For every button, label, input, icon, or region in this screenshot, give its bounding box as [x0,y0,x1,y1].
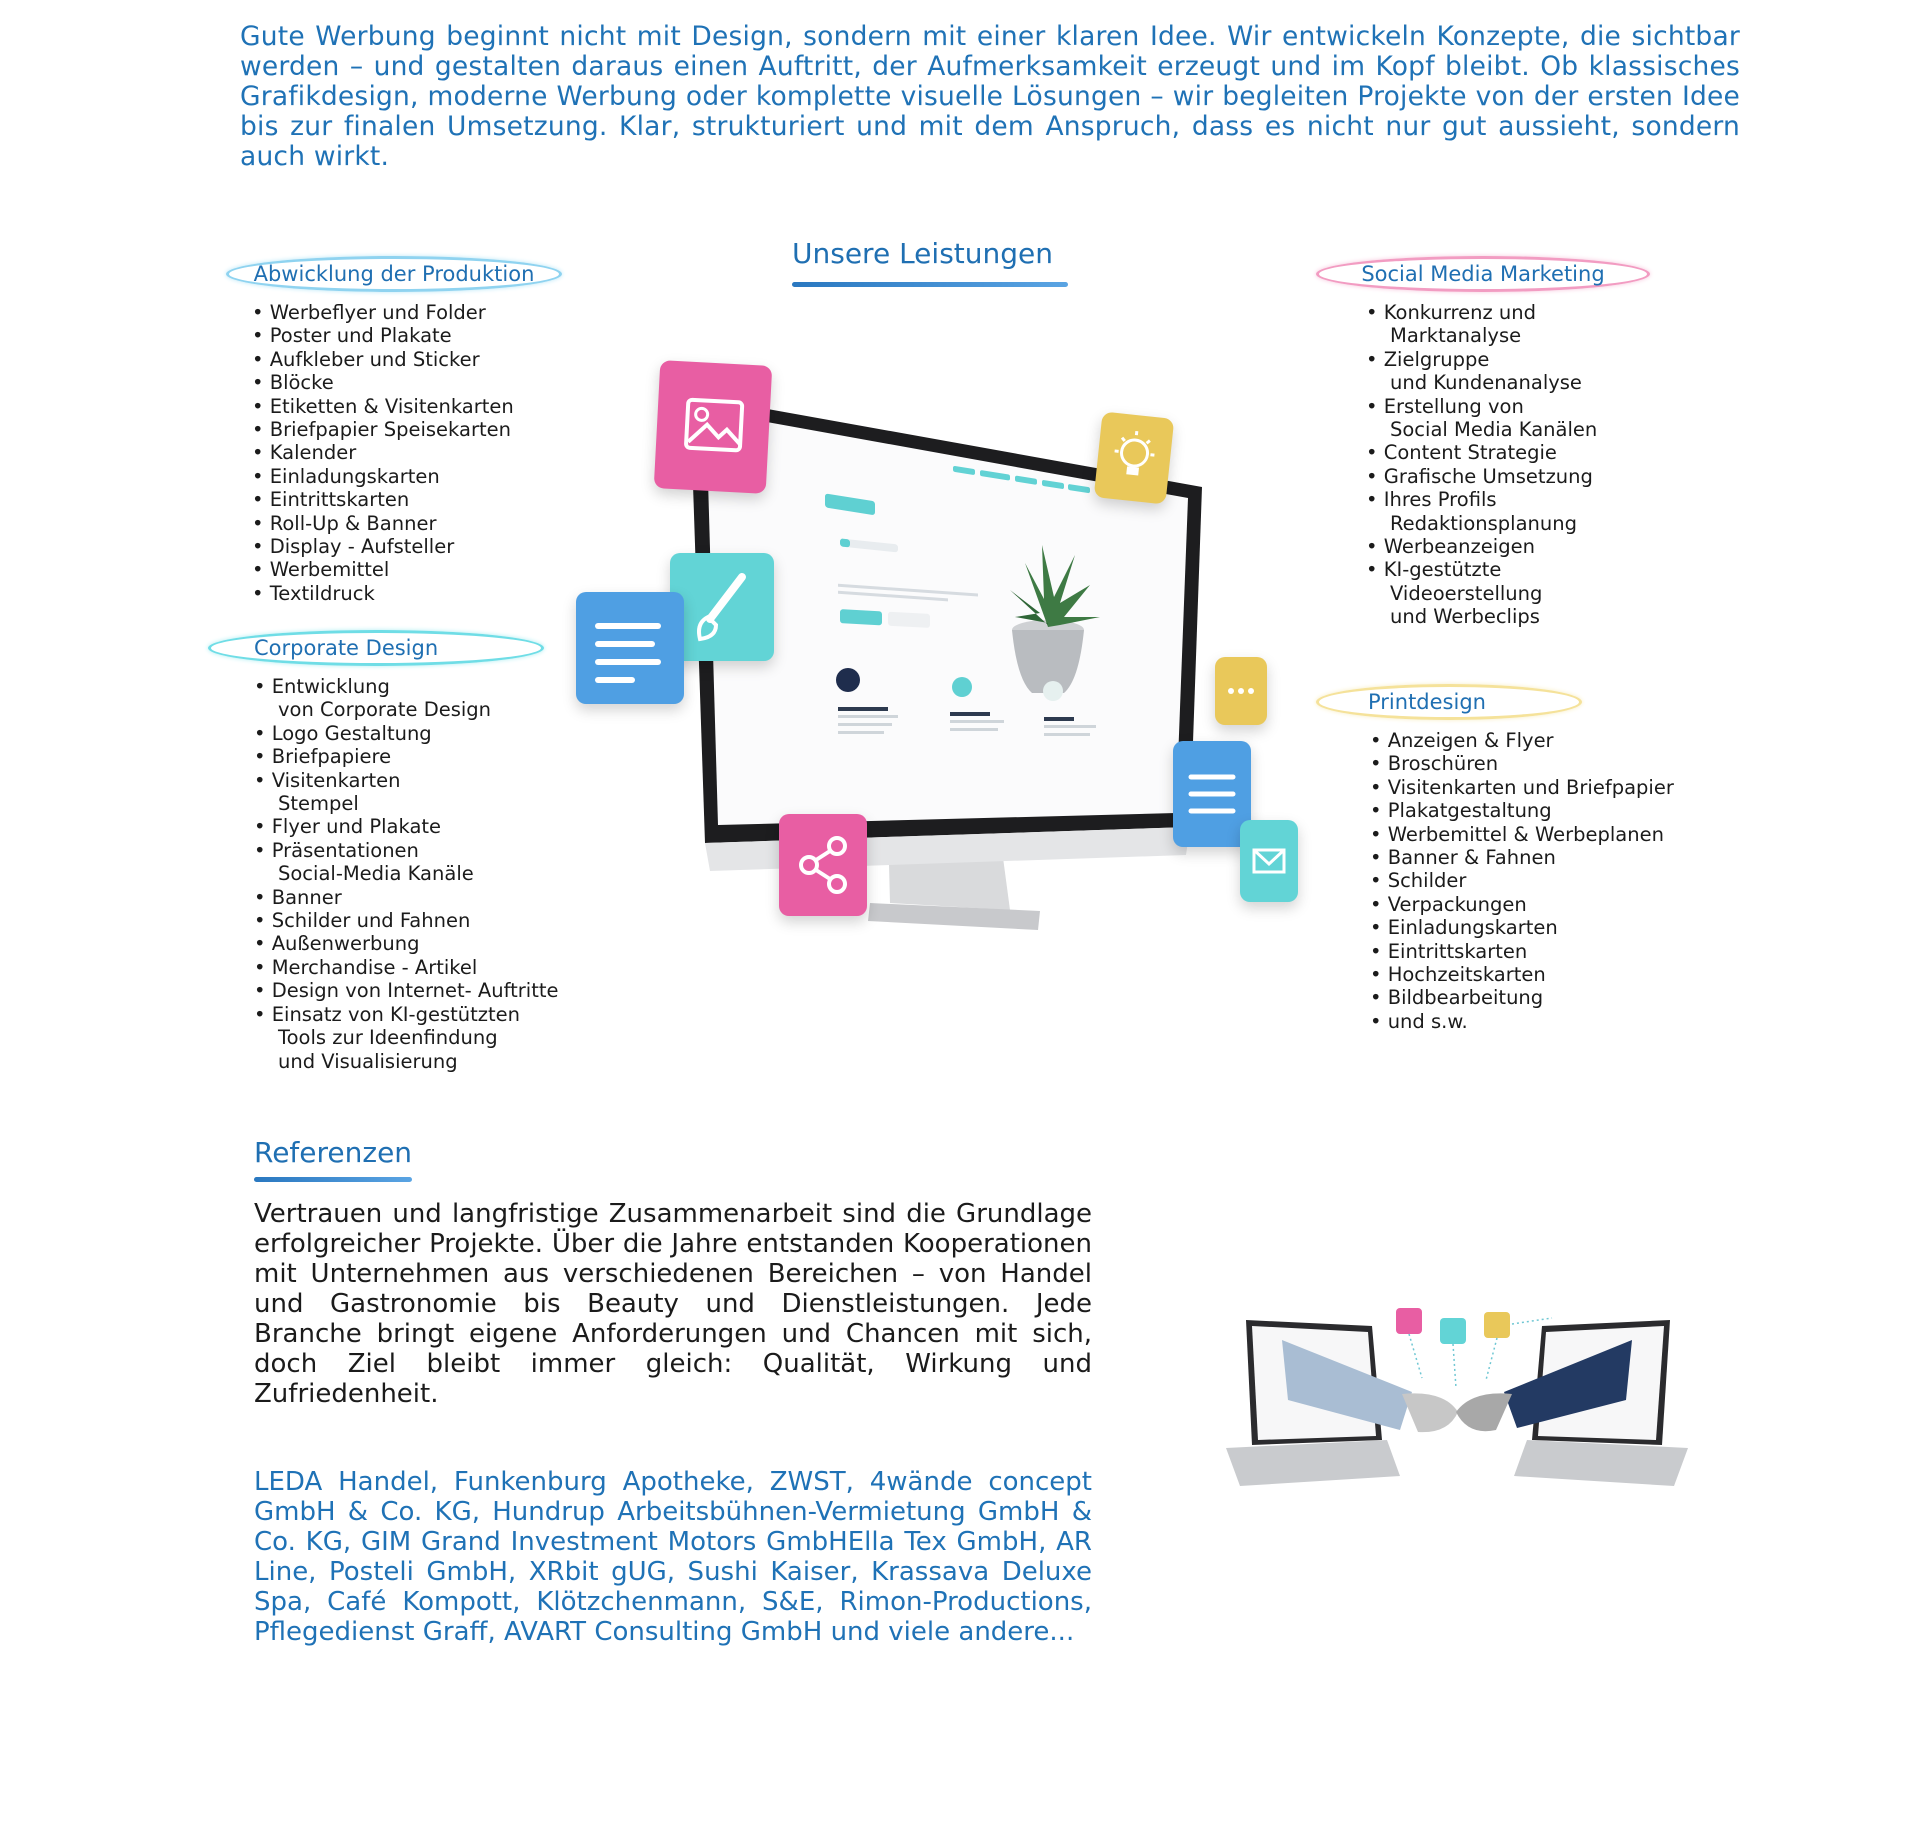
social-list-item [1366,441,1666,464]
document-icon [576,592,684,704]
corporate-pill [208,630,544,666]
intro-text: Gute Werbung beginnt nicht mit Design, sondern mit einer klaren Idee. Wir entwickeln Konzepte, die sichtbar werden – und gestalten daraus einen Auftritt, der Aufmerksamkeit erzeugt und im Kopf bleibt. Ob klassisches Grafikdesign, moderne Werbung oder komplette visuelle Lösungen – wir begleiten Projekte von der ersten Idee bis zur finalen Umsetzung. Klar, strukturiert und mit dem Anspruch, dass es nicht nur gut aussieht, sondern auch wirkt. [240,21,1740,172]
list-item-text: Außenwerbung [271,932,420,956]
list-item-text: Visitenkarten und Briefpapier [1387,775,1674,799]
produktion-list-item [252,395,572,418]
handshake-illustration [1222,1300,1692,1500]
social-list-item [1366,558,1666,628]
corporate-list-item [254,979,594,1002]
produktion-list-item [252,441,572,464]
print-list-item [1370,916,1710,939]
list-item-text: Aufkleber und Sticker [269,347,480,371]
produktion-list-item [252,301,572,324]
list-item-text: Präsentationen [271,838,419,862]
referenzen-body: Vertrauen und langfristige Zusammenarbeit sind die Grundlage erfolgreicher Projekte. Über die Jahre entstanden Kooperationen mit Unternehmen aus verschiedenen Bereichen – von Handel und Gastronomie bis Beauty und Dienstleistungen. Jede Branche bringt eigene Anforderungen und Chancen mit sich, doch Ziel bleibt immer gleich: Qualität, Wirkung und Zufriedenheit. [254,1199,1092,1409]
social-title: Social Media Marketing [1361,262,1605,286]
list-item-text: Content Strategie [1383,441,1557,465]
list-item-text: Entwicklung [271,675,390,698]
list-item-continuation: Social Media Kanälen [1390,418,1598,442]
list-item-text: KI-gestützte [1383,558,1502,582]
list-item-text: Etiketten & Visitenkarten [269,394,514,418]
lightbulb-icon [1094,411,1175,504]
list-item-text: Roll-Up & Banner [269,511,437,535]
list-item-text: Kalender [269,441,357,465]
list-item-text: Textildruck [269,581,375,605]
corporate-list-item [254,932,594,955]
list-item-continuation: Tools zur Ideenfindung [278,1026,498,1050]
corporate-list-item [254,675,594,722]
list-item-text: Banner & Fahnen [1387,846,1556,870]
print-list-item [1370,986,1710,1009]
more-icon [1215,657,1267,725]
leistungen-underline [792,282,1068,287]
produktion-list-item [252,535,572,558]
print-list-item [1370,869,1710,892]
list-item-text: Plakatgestaltung [1387,799,1552,823]
produktion-list-item [252,371,572,394]
list-item-text: Eintrittskarten [1387,939,1528,963]
list-item-text: Einsatz von KI-gestützten [271,1002,521,1026]
social-list-item [1366,395,1666,442]
list-item-text: Briefpapier Speisekarten [269,418,511,442]
corporate-list-item [254,839,594,886]
social-list [1366,301,1666,629]
print-list-item [1370,846,1710,869]
referenzen-title: Referenzen [254,1136,413,1169]
list-item-text: Ihres Profils [1383,488,1497,512]
referenzen-underline [254,1177,412,1182]
mail-icon [1240,820,1298,902]
produktion-list-item [252,582,572,605]
list-item-continuation: Videoerstellung [1390,581,1543,605]
list-item-text: Hochzeitskarten [1387,963,1546,987]
list-item-text: Poster und Plakate [269,324,452,348]
list-item-text: Broschüren [1387,752,1499,776]
social-list-item [1366,488,1666,535]
list-item-text: Merchandise - Artikel [271,955,478,979]
corporate-list-item [254,745,594,768]
list-item-text: Erstellung von [1383,394,1524,418]
list-item-text: Schilder [1387,869,1467,893]
list-item-text: Logo Gestaltung [271,721,432,745]
produktion-list [252,301,572,605]
list-item-continuation: und Visualisierung [278,1049,458,1073]
leistungen-title: Unsere Leistungen [792,237,1053,270]
corporate-list-item [254,909,594,932]
corporate-list-item [254,1003,594,1073]
list-item-text: Bildbearbeitung [1387,986,1544,1010]
corporate-title: Corporate Design [254,636,439,660]
corporate-list-item [254,722,594,745]
social-list-item [1366,301,1666,348]
list-item-text: Verpackungen [1387,892,1527,916]
list-item-text: Eintrittskarten [269,488,410,512]
list-item-text: Werbemittel [269,558,390,582]
list-item-continuation: Social-Media Kanäle [278,862,474,886]
social-pill [1316,256,1650,292]
list-item-text: Schilder und Fahnen [271,909,471,933]
produktion-list-item [252,512,572,535]
list-item-continuation: von Corporate Design [278,698,492,722]
corporate-list-item [254,886,594,909]
list-item-text: Banner [271,885,342,909]
print-list [1370,729,1710,1033]
list-item-continuation: Stempel [278,792,359,816]
print-list-item [1370,752,1710,775]
print-pill [1316,684,1582,720]
image-icon [654,360,773,494]
print-list-item [1370,963,1710,986]
list-item-text: Visitenkarten [271,768,401,792]
produktion-list-item [252,324,572,347]
social-list-item [1366,465,1666,488]
list-item-text: Konkurrenz und [1383,301,1537,324]
corporate-list-item [254,956,594,979]
produktion-list-item [252,558,572,581]
corporate-list-item [254,769,594,816]
list-item-text: Werbeflyer und Folder [269,301,486,324]
list-item-continuation: Redaktionsplanung [1390,511,1578,535]
produktion-title: Abwicklung der Produktion [253,262,535,286]
print-list-item [1370,799,1710,822]
print-list-item [1370,940,1710,963]
corporate-list-item [254,815,594,838]
social-list-item [1366,348,1666,395]
print-list-item [1370,1010,1710,1033]
produktion-list-item [252,488,572,511]
list-item-text: Blöcke [269,371,334,395]
produktion-list-item [252,418,572,441]
produktion-list-item [252,465,572,488]
corporate-list [254,675,594,1073]
print-list-item [1370,729,1710,752]
list-item-continuation: Marktanalyse [1390,324,1522,348]
list-item-continuation: und Werbeclips [1390,605,1540,629]
list-item-text: Anzeigen & Flyer [1387,729,1554,752]
share-icon [779,814,867,916]
list-item-text: Einladungskarten [1387,916,1558,940]
hero-illustration [570,355,1310,945]
print-list-item [1370,823,1710,846]
list-item-text: Display - Aufsteller [269,535,455,559]
list-item-text: Einladungskarten [269,464,440,488]
print-list-item [1370,893,1710,916]
list-item-text: Zielgruppe [1383,347,1490,371]
list-item-continuation: und Kundenanalyse [1390,371,1582,395]
list-item-text: Grafische Umsetzung [1383,464,1593,488]
list-item-text: Werbeanzeigen [1383,535,1535,559]
list-item-text: Flyer und Plakate [271,815,442,839]
list-item-text: Design von Internet- Auftritte [271,979,559,1003]
social-list-item [1366,535,1666,558]
list-item-text: und s.w. [1387,1009,1468,1033]
print-title: Printdesign [1368,690,1486,714]
print-list-item [1370,776,1710,799]
list-item-text: Briefpapiere [271,745,392,769]
referenzen-clients: LEDA Handel, Funkenburg Apotheke, ZWST, 4wände concept GmbH & Co. KG, Hundrup Arbeitsbühnen-Vermietung GmbH & Co. KG, GIM Grand Investment Motors GmbHElla Tex GmbH, AR Line, Posteli GmbH, XRbit gUG, Sushi Kaiser, Krassava Deluxe Spa, Café Kompott, Klötzchenmann, S&E, Rimon-Productions, Pflegedienst Graff, AVART Consulting GmbH und viele andere... [254,1467,1092,1647]
brush-icon [670,553,774,661]
produktion-list-item [252,348,572,371]
list-item-text: Werbemittel & Werbeplanen [1387,822,1664,846]
produktion-pill [226,256,562,292]
